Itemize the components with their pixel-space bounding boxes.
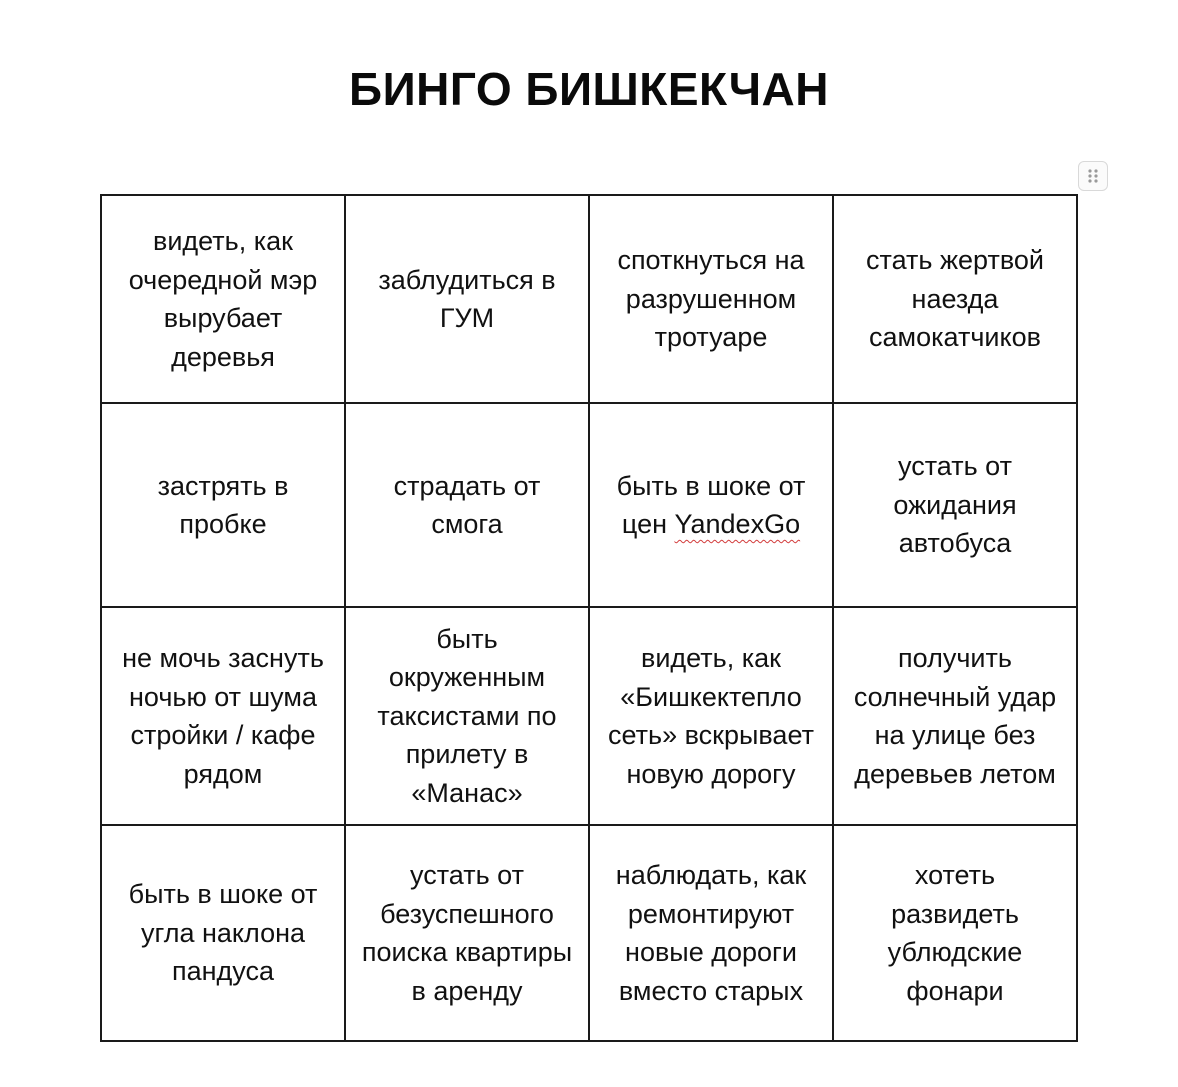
bingo-cell-text: видеть, как «Бишкектепло сеть» вскрывает новую дорогу [608, 643, 814, 789]
bingo-cell-text: споткнуться на разрушенном тротуаре [617, 245, 805, 353]
bingo-cell[interactable] [834, 196, 1078, 404]
bingo-cell-text: заблудиться в ГУМ [378, 264, 556, 333]
bingo-cell[interactable] [590, 826, 834, 1042]
bingo-cell[interactable] [346, 826, 590, 1042]
bingo-cell-text: получить солнечный удар на улице без деревьев летом [853, 643, 1057, 789]
bingo-cell-text: стать жертвой наезда самокатчиков [866, 245, 1044, 353]
bingo-cell[interactable] [346, 196, 590, 404]
bingo-cell[interactable] [834, 404, 1078, 608]
bingo-cell[interactable] [590, 608, 834, 826]
bingo-cell-text [598, 467, 824, 544]
bingo-cell-text: наблюдать, как ремонтируют новые дороги вместо старых [615, 860, 807, 1006]
bingo-cell-text: быть в шоке от угла наклона пандуса [128, 879, 318, 987]
bingo-cell[interactable] [834, 826, 1078, 1042]
bingo-cell-text: устать от ожидания автобуса [893, 451, 1017, 559]
bingo-cell[interactable] [590, 404, 834, 608]
bingo-cell[interactable] [102, 404, 346, 608]
page-title: БИНГО БИШКЕКЧАН [349, 63, 829, 115]
bingo-cell-text: страдать от смога [393, 470, 541, 539]
bingo-cell-text: застрять в пробке [157, 470, 289, 539]
bingo-cell-text-part: быть в шоке от цен [616, 470, 806, 539]
bingo-cell-text: хотеть развидеть ублюдские фонари [887, 860, 1023, 1006]
bingo-cell-text: видеть, как очередной мэр вырубает деревья [128, 226, 318, 372]
bingo-table [100, 194, 1078, 1042]
spellcheck-flagged-word: YandexGo [674, 509, 801, 539]
drag-handle-icon[interactable] [1078, 161, 1108, 191]
bingo-cell-text: не мочь заснуть ночью от шума стройки / кафе рядом [122, 643, 324, 789]
bingo-cell[interactable] [102, 196, 346, 404]
bingo-cell[interactable] [590, 196, 834, 404]
bingo-cell-text: устать от безуспешного поиска квартиры в аренду [361, 860, 573, 1006]
bingo-cell[interactable] [834, 608, 1078, 826]
bingo-cell[interactable] [102, 826, 346, 1042]
bingo-cell[interactable] [346, 608, 590, 826]
bingo-cell[interactable] [102, 608, 346, 826]
bingo-cell-text: быть окруженным таксистами по прилету в «Манас» [377, 623, 557, 808]
bingo-cell[interactable] [346, 404, 590, 608]
